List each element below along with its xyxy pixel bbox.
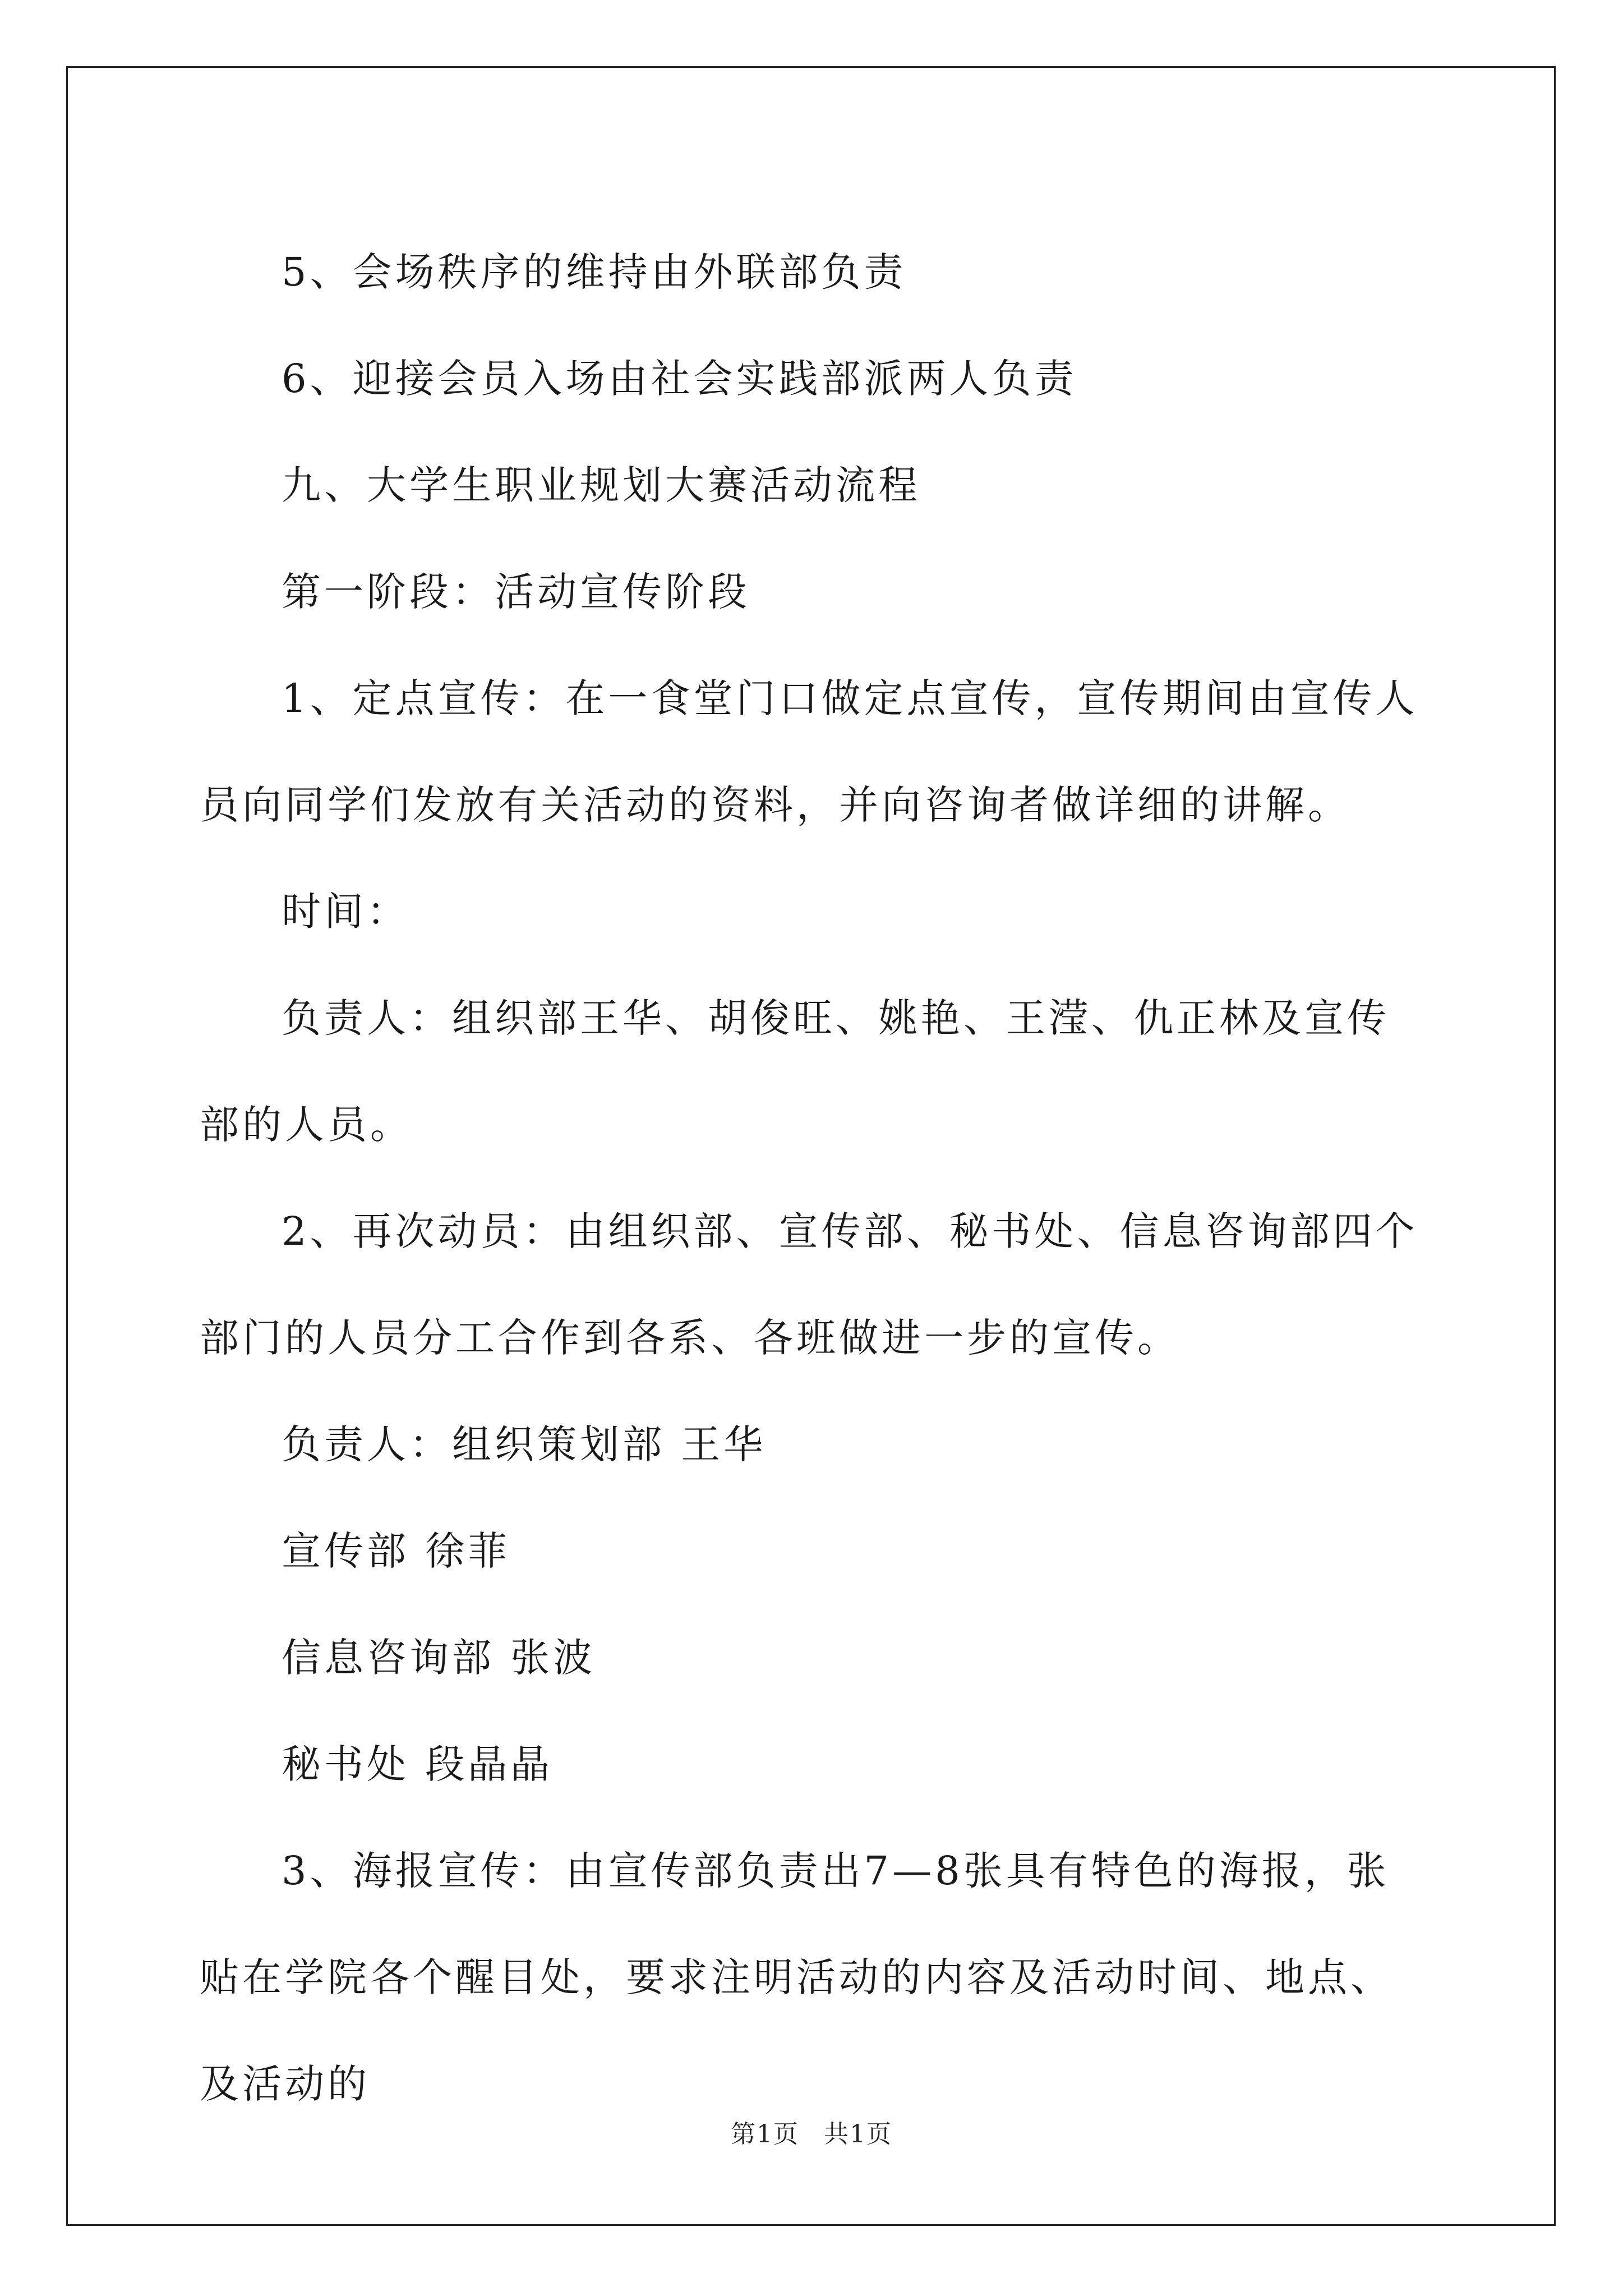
- paragraph: 信息咨询部 张波: [282, 1635, 596, 1681]
- paragraph: 5、会场秩序的维持由外联部负责: [282, 249, 907, 295]
- section-heading: 九、大学生职业规划大赛活动流程: [282, 462, 921, 508]
- paragraph: 6、迎接会员入场由社会实践部派两人负责: [282, 356, 1077, 402]
- stage-heading: 第一阶段：活动宣传阶段: [282, 569, 750, 615]
- document-body: [200, 219, 1428, 2137]
- page-footer: [0, 2114, 1623, 2150]
- paragraph: 负责人：组织策划部 王华: [282, 1421, 767, 1467]
- paragraph: 1、定点宣传：在一食堂门口做定点宣传，宣传期间由宣传人员向同学们发放有关活动的资料，并向咨询者做详细的讲解。: [200, 675, 1418, 828]
- page-number: 第1页: [731, 2120, 799, 2148]
- paragraph: 秘书处 段晶晶: [282, 1741, 554, 1787]
- paragraph: 宣传部 徐菲: [282, 1528, 511, 1574]
- paragraph: 负责人：组织部王华、胡俊旺、姚艳、王滢、仇正林及宣传部的人员。: [200, 995, 1390, 1148]
- page-total: 共1页: [824, 2120, 892, 2148]
- paragraph: 时间：: [282, 889, 409, 935]
- paragraph: 2、再次动员：由组织部、宣传部、秘书处、信息咨询部四个部门的人员分工合作到各系、各班做进一步的宣传。: [200, 1208, 1418, 1361]
- paragraph: 3、海报宣传：由宣传部负责出7—8张具有特色的海报，张贴在学院各个醒目处，要求注明活动的内容及活动时间、地点、及活动的: [200, 1848, 1393, 2107]
